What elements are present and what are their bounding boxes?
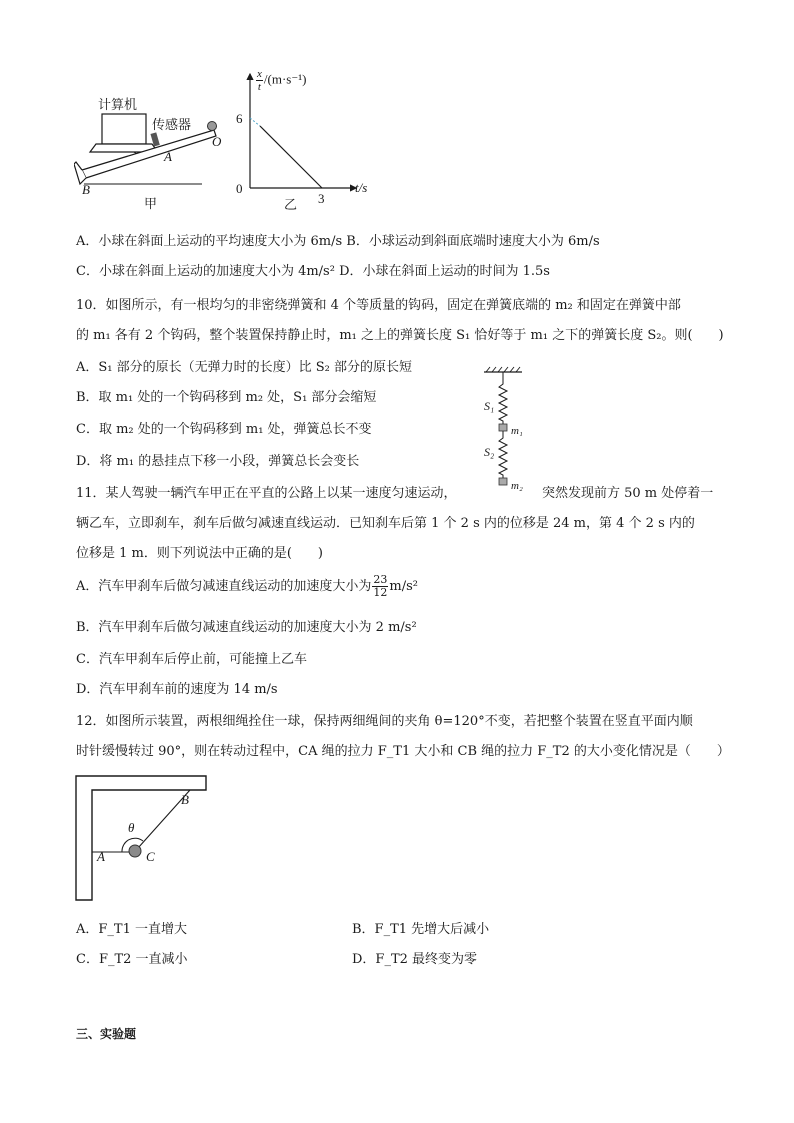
yi-origin: 0: [236, 181, 243, 196]
q12-option-a: A．F_T1 一直增大: [76, 922, 187, 937]
q12-stem-line2: 时针缓慢转过 90°，则在转动过程中，CA 绳的拉力 F_T1 大小和 CB 绳的拉力 F_T2 的大小变化情况是（ ）: [76, 744, 730, 759]
q11-option-b: B．汽车甲刹车后做匀减速直线运动的加速度大小为 2 m/s²: [76, 620, 417, 635]
q9-option-cd: C．小球在斜面上运动的加速度大小为 4m/s² D．小球在斜面上运动的时间为 1.5s: [76, 264, 550, 279]
q12-option-b: B．F_T1 先增大后减小: [352, 922, 490, 937]
computer-icon: [102, 114, 146, 144]
rope-label-b: B: [181, 792, 189, 807]
q9-option-ab: A．小球在斜面上运动的平均速度大小为 6m/s B．小球运动到斜面底端时速度大小为 6m/s: [76, 234, 600, 249]
caption-jia: 甲: [144, 196, 158, 211]
mass-m1-icon: [499, 424, 507, 431]
label-sensor: 传感器: [152, 117, 192, 132]
label-point-b: B: [82, 182, 90, 197]
q12-option-c: C．F_T2 一直减小: [76, 952, 188, 967]
yi-tick-6: 6: [236, 111, 243, 126]
q12-option-d: D．F_T2 最终变为零: [352, 952, 478, 967]
spring-label-m2: m₂: [511, 480, 523, 492]
q10-option-c: C．取 m₂ 处的一个钩码移到 m₁ 处，弹簧总长不变: [76, 422, 372, 437]
spring-label-s1: S₁: [484, 399, 495, 413]
yi-axis-label: $\frac{x}{t}$ /(m·s⁻¹): [257, 68, 307, 93]
q10-option-d: D．将 m₁ 的悬挂点下移一小段，弹簧总长会变长: [76, 454, 360, 469]
figure-rope-ball: [72, 772, 212, 906]
yi-tick-3: 3: [318, 191, 325, 206]
q10-stem-line1: 10．如图所示，有一根均匀的非密绕弹簧和 4 个等质量的钩码，固定在弹簧底端的 m₂ 和固定在弹簧中部: [76, 298, 681, 313]
label-point-o: O: [212, 134, 222, 149]
graph-line: [260, 126, 322, 188]
yi-axis-t: t/s: [355, 180, 368, 195]
label-computer: 计算机: [98, 97, 138, 112]
q10-option-b: B．取 m₁ 处的一个钩码移到 m₂ 处，S₁ 部分会缩短: [76, 390, 377, 405]
rope-label-theta: θ: [128, 820, 135, 835]
mass-m2-icon: [499, 478, 507, 485]
ball-icon: [208, 122, 217, 131]
rope-label-c: C: [146, 849, 155, 864]
spring-label-s2: S₂: [484, 445, 495, 459]
rope-label-a: A: [97, 849, 105, 864]
q10-option-a: A．S₁ 部分的原长（无弹力时的长度）比 S₂ 部分的原长短: [76, 360, 413, 375]
caption-yi: 乙: [284, 197, 298, 212]
spring-upper: [499, 372, 507, 424]
ball-c-icon: [129, 845, 141, 857]
spring-lower: [499, 431, 507, 478]
q11-stem-line2: 辆乙车，立即刹车，刹车后做匀减速直线运动．已知刹车后第 1 个 2 s 内的位移是 24 m，第 4 个 2 s 内的: [76, 516, 695, 531]
q11-stem-line3: 位移是 1 m．则下列说法中正确的是( ): [76, 546, 324, 561]
q11-option-c: C．汽车甲刹车后停止前，可能撞上乙车: [76, 652, 307, 667]
q10-stem-line2: 的 m₁ 各有 2 个钩码，整个装置保持静止时，m₁ 之上的弹簧长度 S₁ 恰好等于 m₁ 之下的弹簧长度 S₂。则( ): [76, 328, 724, 343]
spring-label-m1: m₁: [511, 425, 523, 437]
section-title: 三、实验题: [76, 1027, 137, 1041]
q12-stem-line1: 12．如图所示装置，两根细绳拴住一球，保持两细绳间的夹角 θ=120°不变，若把整个装置在竖直平面内顺: [76, 714, 693, 729]
label-point-a: A: [164, 149, 172, 164]
q11-option-a: A．汽车甲刹车后做匀减速直线运动的加速度大小为 $\frac{23}{12}$ m/s²: [76, 573, 418, 599]
q11-option-d: D．汽车甲刹车前的速度为 14 m/s: [76, 682, 278, 697]
q11-stem-line1b: 突然发现前方 50 m 处停着一: [542, 486, 714, 501]
q11-stem-line1a: 11．某人驾驶一辆汽车甲正在平直的公路上以某一速度匀速运动，: [76, 486, 457, 501]
